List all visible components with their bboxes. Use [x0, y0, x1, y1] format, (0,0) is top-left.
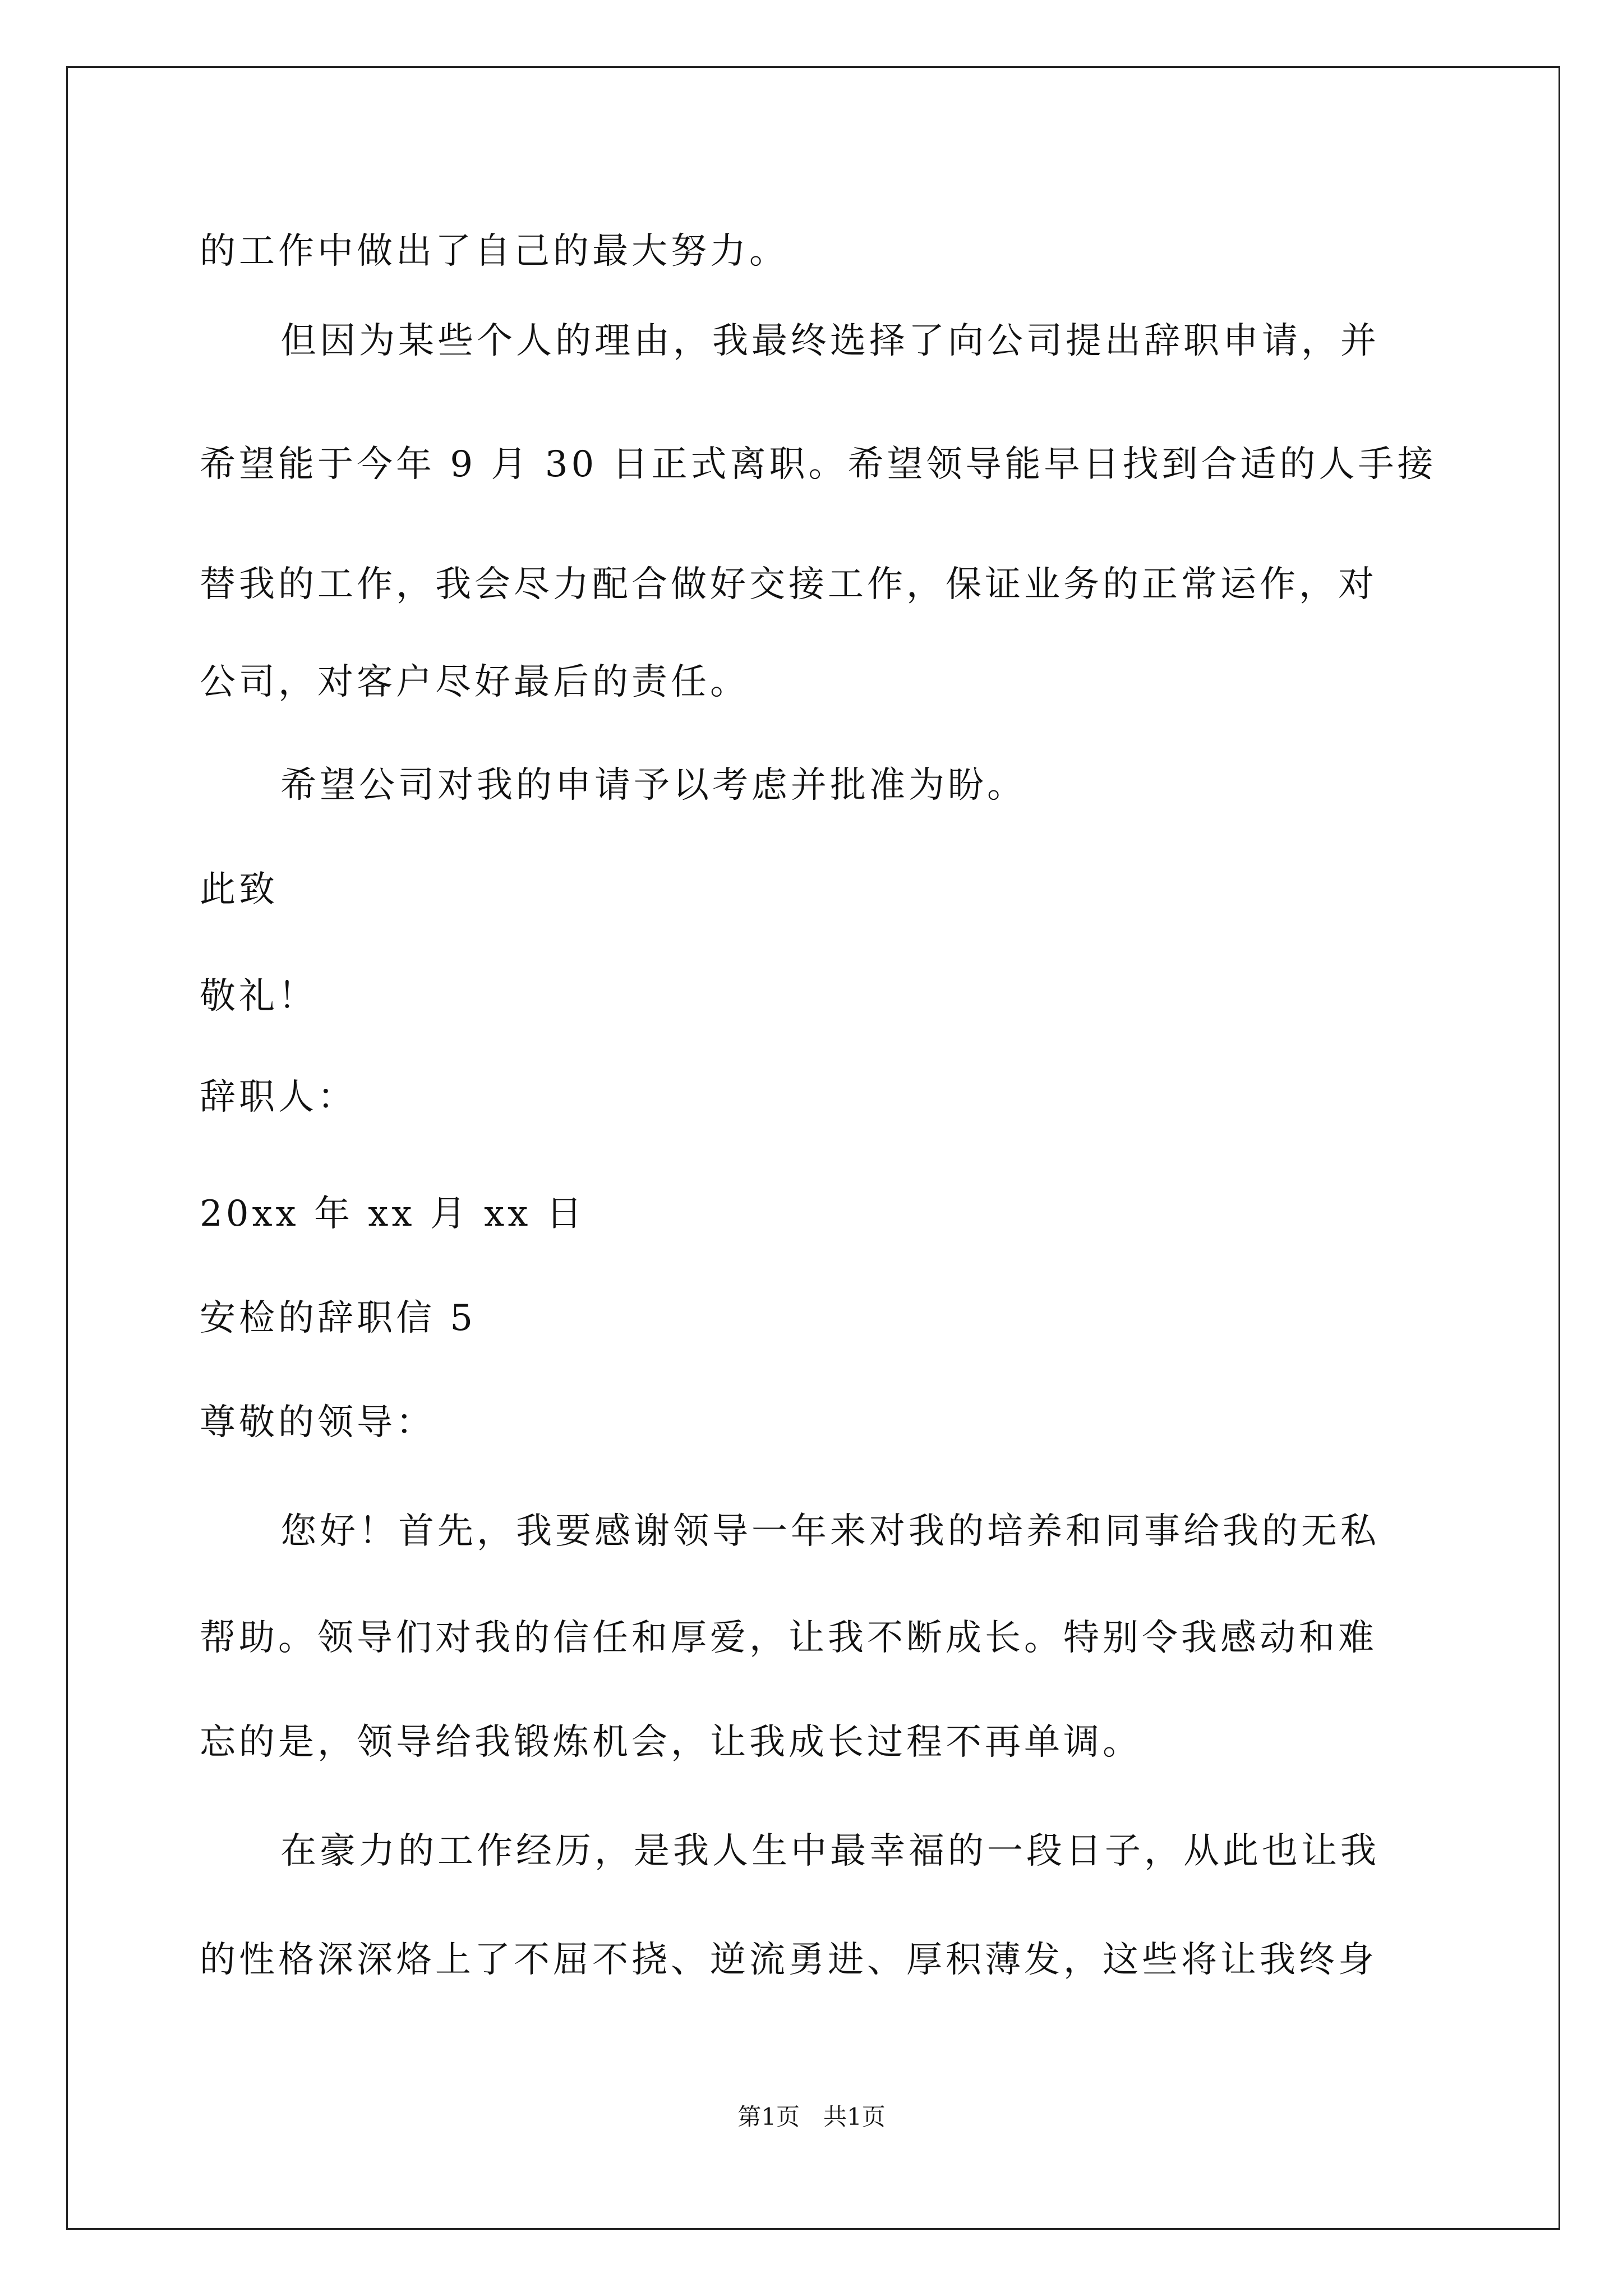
date-line: 20xx 年 xx 月 xx 日 — [200, 1193, 585, 1235]
text-line: 的性格深深烙上了不屈不挠、逆流勇进、厚积薄发，这些将让我终身 — [200, 1939, 1377, 1981]
text-line: 忘的是，领导给我锻炼机会，让我成长过程不再单调。 — [200, 1722, 1142, 1763]
text-line: 帮助。领导们对我的信任和厚爱，让我不断成长。特别令我感动和难 — [200, 1617, 1377, 1659]
text-line: 公司，对客户尽好最后的责任。 — [200, 661, 749, 703]
text-line: 替我的工作，我会尽力配合做好交接工作，保证业务的正常运作，对 — [200, 564, 1377, 605]
page-border — [66, 66, 1560, 2230]
page-footer: 第1页 共1页 — [737, 2103, 886, 2131]
paragraph-start: 希望公司对我的申请予以考虑并批准为盼。 — [280, 765, 1026, 806]
signature-line: 辞职人： — [200, 1076, 357, 1118]
text-line: 希望能于今年 9 月 30 日正式离职。希望领导能早日找到合适的人手接 — [200, 444, 1437, 485]
salutation-closing: 此致 — [200, 869, 278, 910]
greeting: 尊敬的领导： — [200, 1402, 435, 1443]
salutation-regards: 敬礼！ — [200, 976, 317, 1017]
paragraph-start: 您好！首先，我要感谢领导一年来对我的培养和同事给我的无私 — [280, 1511, 1380, 1552]
paragraph-start: 但因为某些个人的理由，我最终选择了向公司提出辞职申请，并 — [280, 320, 1380, 362]
text-line: 的工作中做出了自己的最大努力。 — [200, 231, 789, 272]
section-heading: 安检的辞职信 5 — [200, 1297, 477, 1339]
paragraph-start: 在豪力的工作经历，是我人生中最幸福的一段日子，从此也让我 — [280, 1830, 1380, 1872]
